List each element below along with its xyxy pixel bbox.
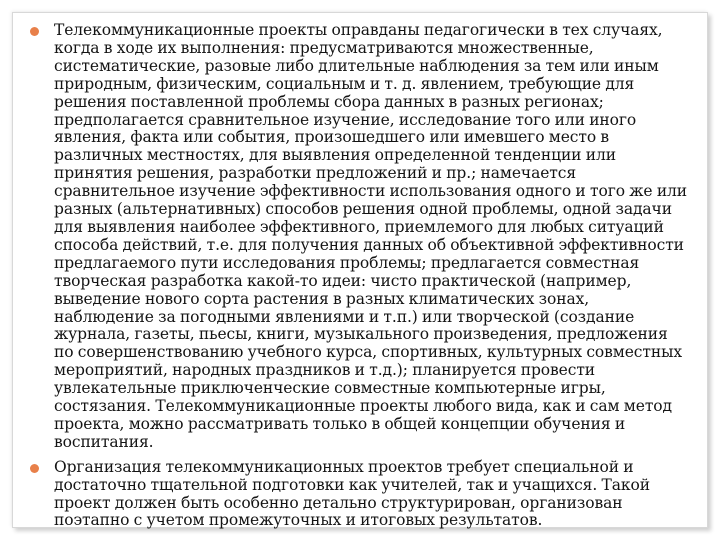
bullet-dot-icon	[30, 27, 39, 36]
bullet-list	[30, 22, 690, 537]
bullet-text-2: Организация телекоммуникационных проектов требует специальной и достаточно тщательной подготовки как учителей, так и учащихся. Такой проект должен быть особенно детально структурирован, организован поэтапно с учетом промежуточных и итоговых результатов.	[54, 457, 650, 530]
bullet-item-1	[30, 22, 690, 452]
bullet-dot-icon	[30, 464, 39, 473]
bullet-text-1: Телекоммуникационные проекты оправданы педагогически в тех случаях, когда в ходе их выполнения: предусматриваются множественные, систематические, разовые либо длительные наблюдения за тем или иным природным, физическим, социальным и т. д. явлением, требующие для решения поставленной проблемы сбора данных в разных регионах; предполагается сравнительное изучение, исследование того или иного явления, факта или события, произошедшего или имевшего место в различных местностях, для выявления определенной тенденции или принятия решения, разработки предложений и пр.; намечается сравнительное изучение эффективности использования одного и того же или разных (альтернативных) способов решения одной проблемы, одной задачи для выявления наиболее эффективного, приемлемого для любых ситуаций способа действий, т.е. для получения данных об объективной эффективности предлагаемого пути исследования проблемы; предлагается совместная творческая разработка какой-то идеи: чисто практической (например, выведение нового сорта растения в разных климатических зонах, наблюдение за погодными явлениями и т.п.) или творческой (создание журнала, газеты, пьесы, книги, музыкального произведения, предложения по совершенствованию учебного курса, спортивных, культурных совместных мероприятий, народных праздников и т.д.); планируется провести увлекательные приключенческие совместные компьютерные игры, состязания. Телекоммуникационные проекты любого вида, как и сам метод проекта, можно рассматривать только в общей концепции обучения и воспитания.	[54, 21, 688, 451]
bullet-item-2	[30, 459, 690, 531]
